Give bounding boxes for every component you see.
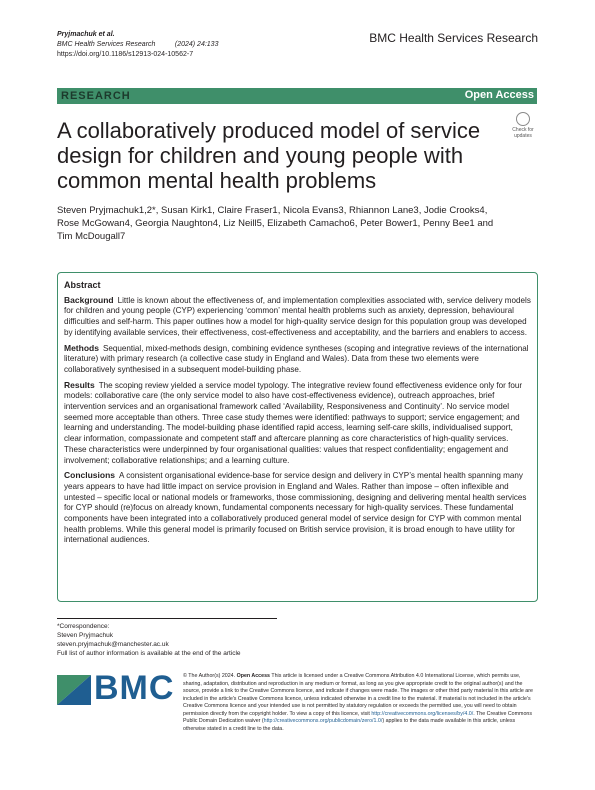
bmc-logo-mark-icon [57,675,91,705]
background-text: Little is known about the effectiveness of, and implementation complexities associated with, service delivery models for children and young people (CYP) experiencing ‘common’ mental health problems such as anxiety, depression, behavioural difficulties and self-harm. This paper outlines how a model for high-quality service design for this population group was developed by identifying available services, their effectiveness, cost-effectiveness and acceptability, and the barriers and enablers to access. [64,295,531,337]
conclusions-heading: Conclusions [64,470,116,481]
author-list: Steven Pryjmachuk1,2*, Susan Kirk1, Claire Fraser1, Nicola Evans3, Rhiannon Lane3, Jodie Crooks4, Rose McGowan4, Georgia Naughton4, Liz Neill5, Elizabeth Camacho6, Peter Bower1, Penny Bee1 and Tim McDougall7 [57,205,494,242]
conclusions-text: A consistent organisational evidence-base for service design and delivery in CYP’s mental health spanning many years appears to have had little impact on service provision in England and Wales. Rather than impose – often inflexible and untested – specific local or national models or frameworks, those commissioning, designing and delivering mental health services for CYP should (re)focus on already known, fundamental components necessary for high-quality services. These fundamental components have been integrated into a collaboratively produced general model of service design for CYP with common mental health problems. While this general model is primarily focused on British service provision, it is broad enough to have utility for international audiences. [64,471,527,545]
section-banner [57,88,537,104]
methods-heading: Methods [64,342,99,353]
section-label: RESEARCH [61,90,131,102]
correspondence-email[interactable]: steven.pryjmachuk@manchester.ac.uk [57,641,169,648]
doi-link[interactable]: https://doi.org/10.1186/s12913-024-10562-7 [57,51,194,58]
results-text: The scoping review yielded a service model typology. The integrative review found effectiveness evidence only for four models: collaborative care (the only service model to also have cost-effectiveness evidence), outreach approaches, brief intervention services and an organisational framework called ‘Availability, Responsiveness and Continuity’. No service model seemed more acceptable than others. Three case study themes were identified: pathways to support; service engagement; and learning and understanding. The model-building phase identified rapid access, learning self-care skills, individualised support, clear information, compassionate and competent staff and aftercare planning as core characteristics of high-quality services. These characteristics were underpinned by four organisational qualities: values that respect confidentiality; engagement and involvement; collaborative relationships; and a learning culture. [64,380,523,465]
footnote-divider [57,618,277,619]
background-heading: Background [64,294,114,305]
journal-citation: BMC Health Services Research (2024) 24:133 [57,41,219,48]
check-updates-icon [516,112,530,126]
article-meta [57,30,218,60]
open-access-label: Open Access [464,89,534,101]
abstract-conclusions [64,470,531,546]
abstract-box [57,272,538,602]
license-text: © The Author(s) 2024. Open Access This article is licensed under a Creative Commons Attribution 4.0 International License, which permits use, sharing, adaptation, distribution and reproduction in any medium or format, as long as you give appropriate credit to the original author(s) and the source, provide a link to the Creative Commons licence, and indicate if changes were made. The images or other third party material in this article are included in the article's Creative Commons licence, unless indicated otherwise in a credit line to the material. If material is not included in the article's Creative Commons licence and your intended use is not permitted by statutory regulation or exceeds the permitted use, you will need to obtain permission directly from the copyright holder. To view a copy of this licence, visit http://creativecommons.org/licenses/by/4.0/. The Creative Commons Public Domain Dedication waiver (http://creativecommons.org/publicdomain/zero/1.0/) applies to the data made available in this article, unless otherwise stated in a credit line to the data. [183,673,533,732]
methods-text: Sequential, mixed-methods design, combining evidence syntheses (scoping and integrative reviews of the international literature) with primary research (a collective case study in England and Wales). Data from these two elements were collaboratively synthesised in a subsequent model-building phase. [64,343,529,374]
correspondence: *Correspondence: Steven Pryjmachuk steven.pryjmachuk@manchester.ac.uk Full list of author information is available at the end of the article [57,623,241,657]
journal-name: BMC Health Services Research [369,31,538,45]
license-link[interactable]: http://creativecommons.org/licenses/by/4.0/ [371,710,474,717]
abstract-results [64,380,531,467]
check-updates-label: Check for updates [512,127,534,139]
article-title: A collaboratively produced model of service design for children and young people with common mental health problems [57,118,481,193]
bmc-logo-text: BMC [94,669,175,707]
abstract-methods [64,343,531,376]
running-authors: Pryjmachuk et al. [57,31,115,38]
public-domain-link[interactable]: http://creativecommons.org/publicdomain/zero/1.0/ [263,718,383,724]
check-for-updates-button[interactable] [507,112,539,140]
results-heading: Results [64,379,95,390]
abstract-background [64,295,531,339]
abstract-heading: Abstract [64,280,101,290]
bmc-logo [57,669,175,707]
